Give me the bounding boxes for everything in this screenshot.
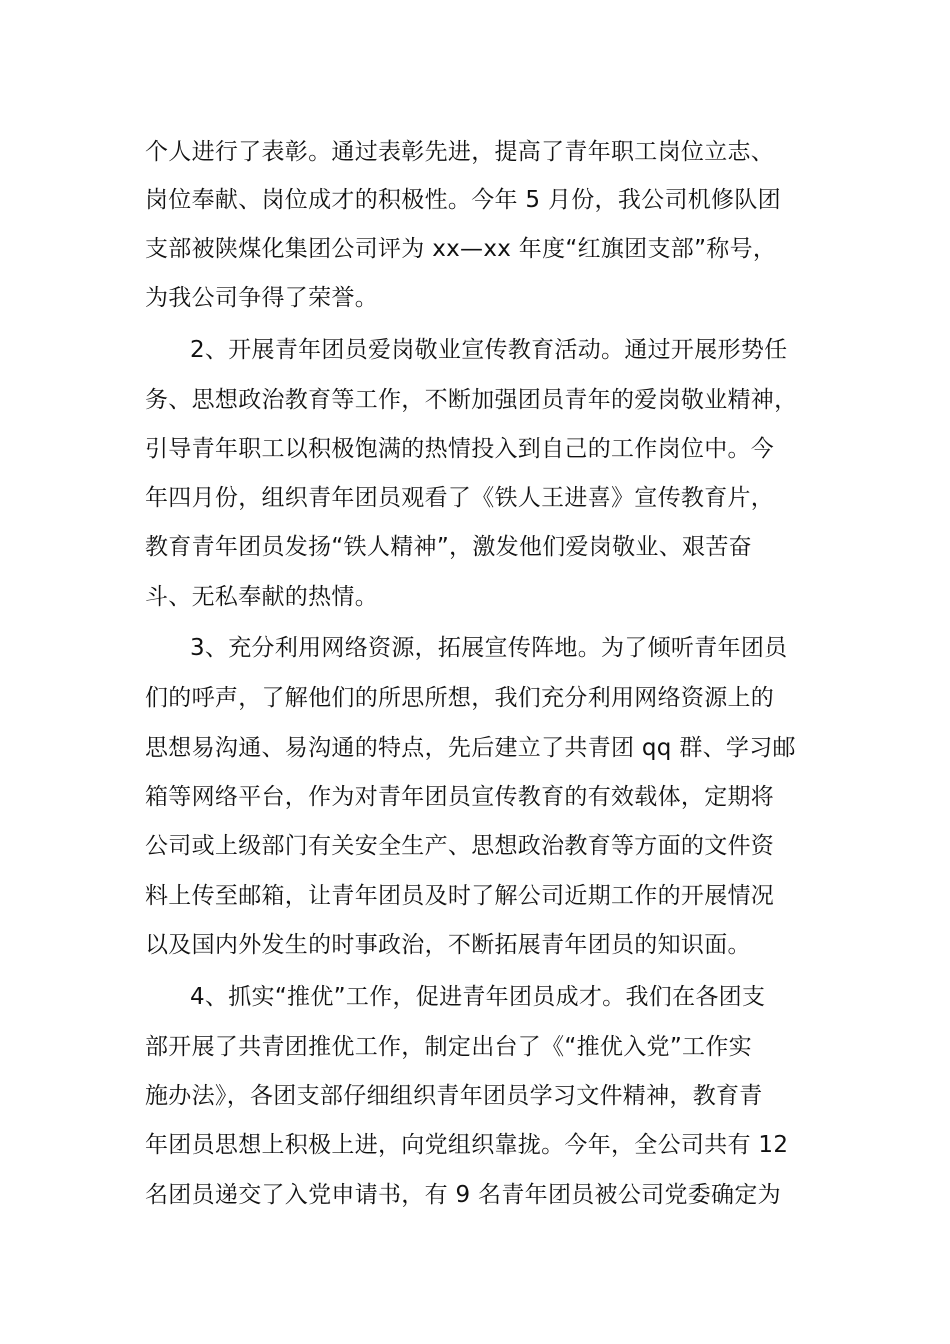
text-line: 思想易沟通、易沟通的特点，先后建立了共青团 qq 群、学习邮 <box>145 735 796 761</box>
text-line: 名团员递交了入党申请书，有 9 名青年团员被公司党委确定为 <box>145 1182 781 1208</box>
text-line: 为我公司争得了荣誉。 <box>145 285 378 311</box>
text-line: 支部被陕煤化集团公司评为 xx—xx 年度“红旗团支部”称号， <box>145 236 777 262</box>
text-line: 们的呼声，了解他们的所思所想，我们充分利用网络资源上的 <box>145 685 775 711</box>
text-line: 料上传至邮箱，让青年团员及时了解公司近期工作的开展情况 <box>145 883 775 909</box>
text-line: 教育青年团员发扬“铁人精神”，激发他们爱岗敬业、艰苦奋 <box>145 534 752 560</box>
text-line: 年团员思想上积极上进，向党组织靠拢。今年，全公司共有 12 <box>145 1132 789 1158</box>
paragraph-first-line: 2、开展青年团员爱岗敬业宣传教育活动。通过开展形势任 <box>190 337 788 363</box>
text-line: 岗位奉献、岗位成才的积极性。今年 5 月份，我公司机修队团 <box>145 187 781 213</box>
text-line: 年四月份，组织青年团员观看了《铁人王进喜》宣传教育片， <box>145 485 775 511</box>
text-line: 箱等网络平台，作为对青年团员宣传教育的有效载体，定期将 <box>145 784 775 810</box>
text-line: 施办法》，各团支部仔细组织青年团员学习文件精神，教育青 <box>145 1083 763 1109</box>
text-line: 部开展了共青团推优工作，制定出台了《“推优入党”工作实 <box>145 1034 752 1060</box>
paragraph-first-line: 4、抓实“推优”工作，促进青年团员成才。我们在各团支 <box>190 984 766 1010</box>
text-line: 引导青年职工以积极饱满的热情投入到自己的工作岗位中。今 <box>145 436 775 462</box>
text-line: 公司或上级部门有关安全生产、思想政治教育等方面的文件资 <box>145 833 775 859</box>
text-line: 以及国内外发生的时事政治，不断拓展青年团员的知识面。 <box>145 932 751 958</box>
paragraph-first-line: 3、充分利用网络资源，拓展宣传阵地。为了倾听青年团员 <box>190 635 788 661</box>
text-line: 个人进行了表彰。通过表彰先进，提高了青年职工岗位立志、 <box>145 139 775 165</box>
text-line: 斗、无私奉献的热情。 <box>145 584 378 610</box>
text-line: 务、思想政治教育等工作，不断加强团员青年的爱岗敬业精神， <box>145 387 798 413</box>
